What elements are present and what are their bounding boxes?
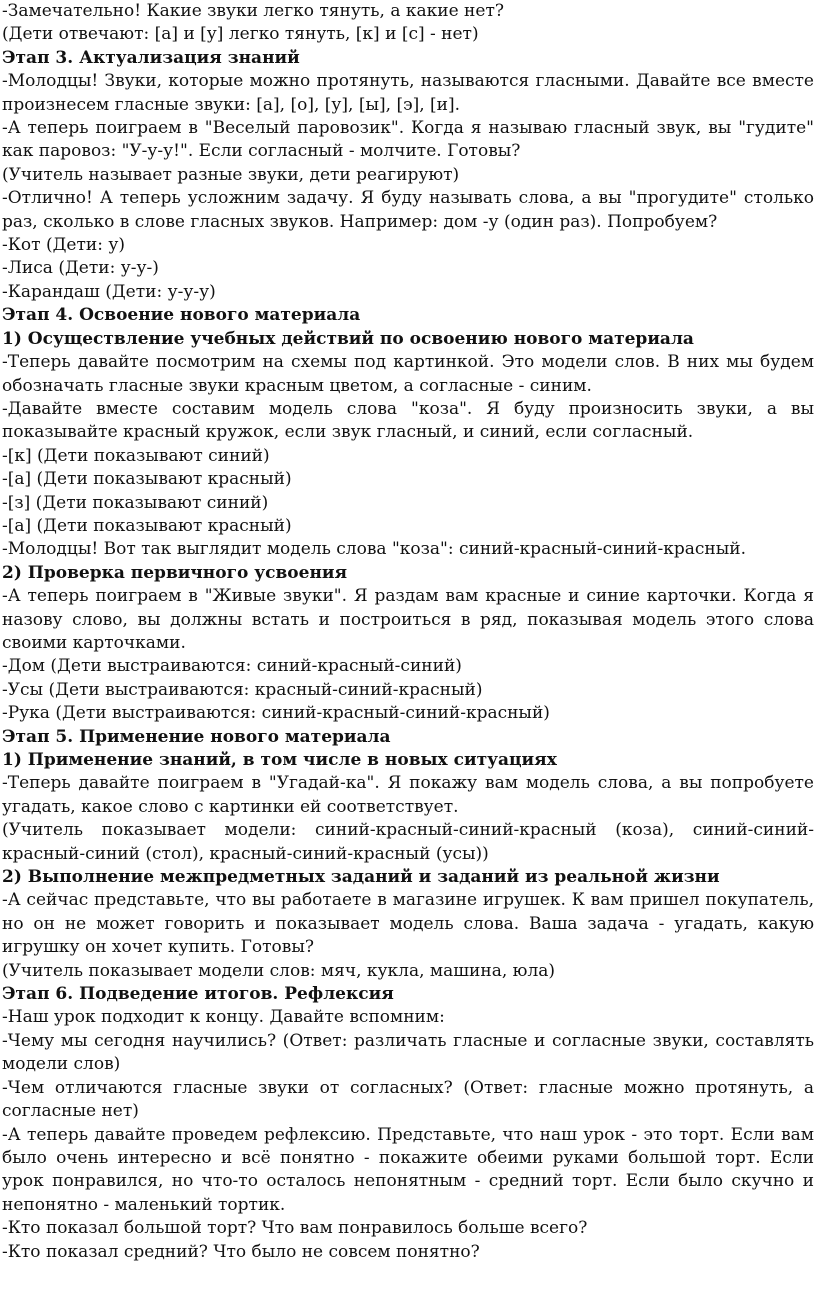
paragraph: -Молодцы! Вот так выглядит модель слова "коза": синий-красный-синий-красный. — [2, 539, 747, 560]
paragraph: -А сейчас представьте, что вы работаете в магазине игрушек. К вам пришел покупатель, но он не может говорить и показывает модель слова. Ваша задача - угадать, какую игрушку он хочет купить. Готовы? — [2, 890, 814, 958]
paragraph: -А теперь поиграем в "Живые звуки". Я раздам вам красные и синие карточки. Когда я назову слово, вы должны встать и построиться в ряд, показывая модель этого слова своими карточками. — [2, 586, 814, 653]
subsection-heading: 2) Выполнение межпредметных заданий и заданий из реальной жизни — [2, 867, 720, 888]
paragraph: -Теперь давайте поиграем в "Угадай-ка". Я покажу вам модель слова, а вы попробуете угадать, какое слово с картинки ей соответствует. — [2, 773, 814, 817]
paragraph: -Давайте вместе составим модель слова "коза". Я буду произносить звуки, а вы показывайте красный кружок, если звук гласный, и синий, если согласный. — [2, 398, 814, 443]
paragraph: -Рука (Дети выстраиваются: синий-красный-синий-красный) — [2, 703, 550, 724]
paragraph: (Учитель показывает модели: синий-красный-синий-красный (коза), синий-синий-красный-синий (стол), красный-синий-красный (усы)) — [2, 820, 814, 864]
paragraph: -Чему мы сегодня научились? (Ответ: различать гласные и согласные звуки, составлять модели слов) — [2, 1030, 814, 1075]
paragraph: -Дом (Дети выстраиваются: синий-красный-синий) — [2, 656, 462, 677]
paragraph: -Отлично! А теперь усложним задачу. Я буду называть слова, а вы "прогудите" столько раз, сколько в слове гласных звуков. Например: дом -у (один раз). Попробуем? — [2, 188, 814, 232]
paragraph: -Усы (Дети выстраиваются: красный-синий-красный) — [2, 679, 483, 700]
stage-heading: Этап 4. Освоение нового материала — [2, 305, 361, 326]
paragraph: -Теперь давайте посмотрим на схемы под картинкой. Это модели слов. В них мы будем обозначать гласные звуки красным цветом, а согласные - синим. — [2, 352, 814, 396]
paragraph: -Молодцы! Звуки, которые можно протянуть, называются гласными. Давайте все вместе произнесем гласные звуки: [а], [о], [у], [ы], [э], [и]. — [2, 71, 814, 115]
stage-heading: Этап 6. Подведение итогов. Рефлексия — [2, 984, 394, 1005]
paragraph: -А теперь давайте проведем рефлексию. Представьте, что наш урок - это торт. Если вам было очень интересно и всё понятно - покажите обеими руками большой торт. Если урок понравился, но что-то осталось непонятным - средний торт. Если было скучно и непонятно - маленький тортик. — [2, 1124, 814, 1215]
stage-heading: Этап 3. Актуализация знаний — [2, 47, 300, 68]
paragraph: -Чем отличаются гласные звуки от согласных? (Ответ: гласные можно протянуть, а согласные нет) — [2, 1077, 814, 1122]
paragraph: -Кот (Дети: у) — [2, 235, 125, 256]
paragraph: (Дети отвечают: [а] и [у] легко тянуть, [к] и [с] - нет) — [2, 24, 479, 45]
stage-heading: Этап 5. Применение нового материала — [2, 726, 391, 747]
subsection-heading: 2) Проверка первичного усвоения — [2, 562, 348, 583]
paragraph: -Кто показал средний? Что было не совсем понятно? — [2, 1241, 480, 1262]
paragraph: -Кто показал большой торт? Что вам понравилось больше всего? — [2, 1218, 588, 1239]
subsection-heading: 1) Осуществление учебных действий по освоению нового материала — [2, 328, 694, 349]
paragraph: (Учитель показывает модели слов: мяч, кукла, машина, юла) — [2, 960, 556, 981]
paragraph: -Карандаш (Дети: у-у-у) — [2, 281, 216, 302]
paragraph: -[к] (Дети показывают синий) — [2, 445, 270, 466]
paragraph: -Замечательно! Какие звуки легко тянуть, а какие нет? — [2, 1, 504, 21]
paragraph: -[а] (Дети показывают красный) — [2, 469, 292, 490]
paragraph: (Учитель называет разные звуки, дети реагируют) — [2, 164, 460, 185]
paragraph: -[з] (Дети показывают синий) — [2, 492, 269, 513]
paragraph: -А теперь поиграем в "Веселый паровозик". Когда я называю гласный звук, вы "гудите" как паровоз: "У-у-у!". Если согласный - молчите. Готовы? — [2, 118, 814, 162]
paragraph: -Лиса (Дети: у-у-) — [2, 258, 159, 279]
paragraph: -[а] (Дети показывают красный) — [2, 515, 292, 536]
paragraph: -Наш урок подходит к концу. Давайте вспомним: — [2, 1007, 445, 1028]
subsection-heading: 1) Применение знаний, в том числе в новых ситуациях — [2, 750, 557, 770]
